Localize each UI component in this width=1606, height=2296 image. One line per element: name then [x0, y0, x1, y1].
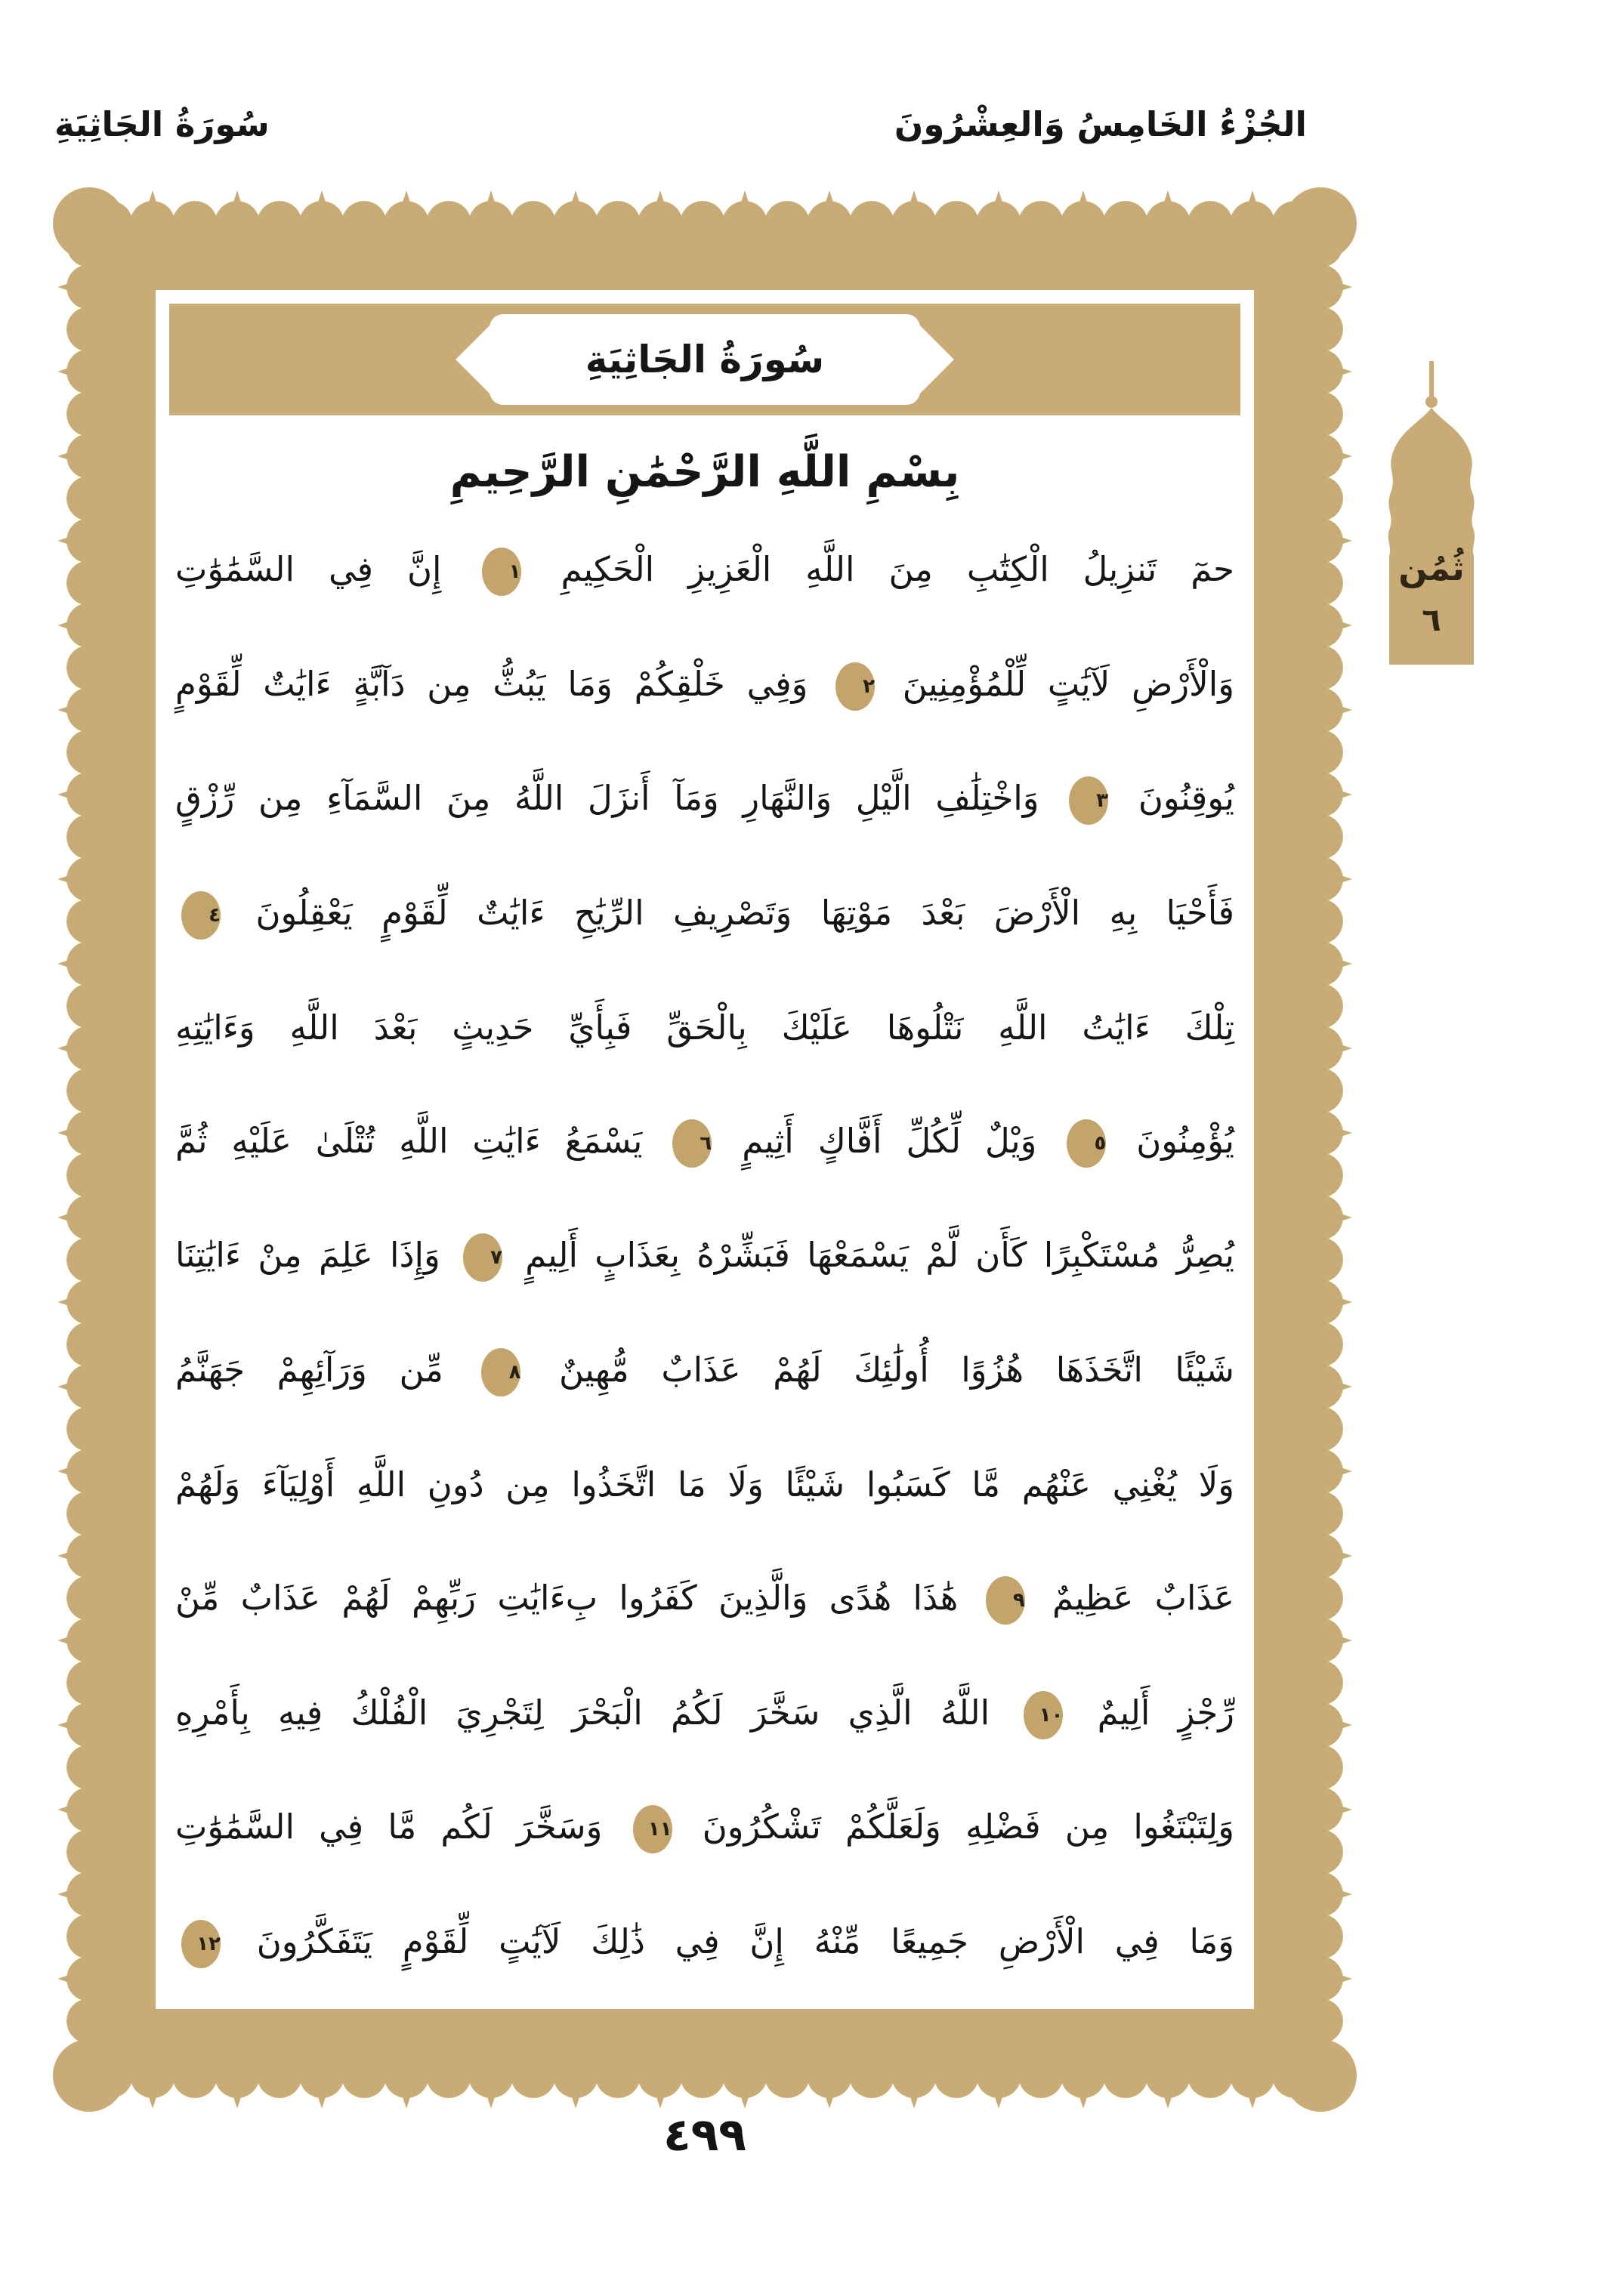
quran-line [175, 1002, 1234, 1054]
ayah-text: شَيْئًا اتَّخَذَهَا هُزُوًا أُولَٰئِكَ لَهُمْ عَذَابٌ مُّهِينٌ [559, 1350, 1234, 1390]
surah-title-cartouche [490, 314, 920, 405]
ayah-text: هَٰذَا هُدًى وَالَّذِينَ كَفَرُوا بِءَايَٰتِ رَبِّهِمْ لَهُمْ عَذَابٌ مِّنْ [175, 1577, 959, 1618]
quran-line [175, 1801, 1234, 1853]
quran-line [175, 1344, 1234, 1396]
ayah-end-marker: ١١ [633, 1805, 672, 1853]
ayah-end-marker: ٥ [1067, 1119, 1106, 1168]
ayah-text: يُؤْمِنُونَ [1136, 1120, 1234, 1161]
ayah-text: رِّجْزٍ أَلِيمٌ [1097, 1692, 1234, 1733]
quran-line [175, 1572, 1234, 1625]
ayah-end-marker: ٩ [986, 1576, 1025, 1625]
ayah-end-marker: ٧ [463, 1233, 502, 1282]
ayah-end-marker: ١٢ [181, 1920, 221, 1968]
quran-line [175, 659, 1234, 711]
ayah-text: وَاخْتِلَٰفِ الَّيْلِ وَالنَّهَارِ وَمَآ أَنزَلَ اللَّهُ مِنَ السَّمَآءِ مِن رِّزْقٍ [175, 778, 1039, 819]
ayah-text: وَيْلٌ لِّكُلِّ أَفَّاكٍ أَثِيمٍ [742, 1120, 1037, 1161]
ayah-text: تِلْكَ ءَايَٰتُ اللَّهِ نَتْلُوهَا عَلَيْكَ بِالْحَقِّ فَبِأَيِّ حَدِيثٍ بَعْدَ اللَّهِ وَءَايَٰتِهِ [175, 1007, 1234, 1048]
ayah-text: وَسَخَّرَ لَكُم مَّا فِي السَّمَٰوَٰتِ [175, 1807, 603, 1847]
quran-line [175, 887, 1234, 940]
quran-line [175, 1116, 1234, 1168]
ayah-end-marker: ٣ [1069, 776, 1108, 825]
quran-line [175, 544, 1234, 596]
ayah-text: وَالْأَرْضِ لَآيَٰتٍ لِّلْمُؤْمِنِينَ [902, 663, 1234, 704]
ayah-text: إِنَّ فِي السَّمَٰوَٰتِ [175, 549, 442, 589]
ayah-end-marker: ١٠ [1024, 1691, 1063, 1739]
ayah-text: يُوقِنُونَ [1138, 778, 1234, 819]
ayah-text: يُصِرُّ مُسْتَكْبِرًا كَأَن لَّمْ يَسْمَعْهَا فَبَشِّرْهُ بِعَذَابٍ أَلِيمٍ [525, 1235, 1234, 1276]
frame-scallop-top [89, 190, 1320, 224]
ayah-end-marker: ١ [482, 548, 521, 596]
quran-line [175, 1687, 1234, 1739]
thumn-number: ٦ [1422, 601, 1441, 638]
ayah-end-marker: ٢ [835, 662, 875, 711]
ayah-end-marker: ٤ [181, 891, 221, 940]
ayah-end-marker: ٨ [481, 1348, 520, 1396]
quran-line [175, 1459, 1234, 1511]
basmala: بِسْمِ اللَّهِ الرَّحْمَٰنِ الرَّحِيمِ [449, 447, 960, 497]
surah-title-band [169, 304, 1240, 415]
surah-name-header: سُورَةُ الجَاثِيَةِ [54, 104, 270, 144]
ayah-text: اللَّهُ الَّذِي سَخَّرَ لَكُمُ الْبَحْرَ لِتَجْرِيَ الْفُلْكُ فِيهِ بِأَمْرِهِ [175, 1692, 990, 1733]
quran-line [175, 1916, 1234, 1968]
ayah-text: يَسْمَعُ ءَايَٰتِ اللَّهِ تُتْلَىٰ عَلَيْهِ ثُمَّ [175, 1120, 643, 1161]
ayah-text: وَإِذَا عَلِمَ مِنْ ءَايَٰتِنَا [175, 1235, 440, 1276]
thumn-marker [1371, 358, 1492, 668]
thumn-label: ثُمُن [1398, 548, 1465, 588]
surah-title: سُورَةُ الجَاثِيَةِ [585, 338, 825, 381]
quran-line [175, 1230, 1234, 1282]
ayah-text: وَمَا فِي الْأَرْضِ جَمِيعًا مِّنْهُ إِنَّ فِي ذَٰلِكَ لَآيَٰتٍ لِّقَوْمٍ يَتَفَكَّرُونَ [256, 1921, 1235, 1961]
juz-name-header: الجُزْءُ الخَامِسُ وَالعِشْرُونَ [894, 104, 1307, 144]
ayah-text: وَلَا يُغْنِي عَنْهُم مَّا كَسَبُوا شَيْئًا وَلَا مَا اتَّخَذُوا مِن دُونِ اللَّهِ أَوْلِيَآءَ وَلَهُمْ [175, 1464, 1234, 1504]
frame-scallop-bottom [89, 2075, 1320, 2109]
page-content [169, 304, 1240, 1995]
frame-scallop-left [57, 224, 89, 2075]
quran-lines [169, 529, 1240, 1995]
ayah-text: فَأَحْيَا بِهِ الْأَرْضَ بَعْدَ مَوْتِهَا وَتَصْرِيفِ الرِّيَٰحِ ءَايَٰتٌ لِّقَوْمٍ يَعْقِلُونَ [255, 892, 1234, 933]
frame-scallop-right [1320, 224, 1352, 2075]
ayah-text: حمٓ تَنزِيلُ الْكِتَٰبِ مِنَ اللَّهِ الْعَزِيزِ الْحَكِيمِ [561, 549, 1234, 589]
ayah-text: وَلِتَبْتَغُوا مِن فَضْلِهِ وَلَعَلَّكُمْ تَشْكُرُونَ [702, 1807, 1235, 1847]
ayah-end-marker: ٦ [672, 1119, 712, 1168]
page-number: ٤٩٩ [663, 2109, 746, 2162]
quran-line [175, 773, 1234, 825]
ayah-text: عَذَابٌ عَظِيمٌ [1052, 1577, 1234, 1618]
ayah-text: مِّن وَرَآئِهِمْ جَهَنَّمُ [175, 1350, 443, 1390]
ayah-text: وَفِي خَلْقِكُمْ وَمَا يَبُثُّ مِن دَآبَّةٍ ءَايَٰتٌ لِّقَوْمٍ [175, 663, 808, 704]
